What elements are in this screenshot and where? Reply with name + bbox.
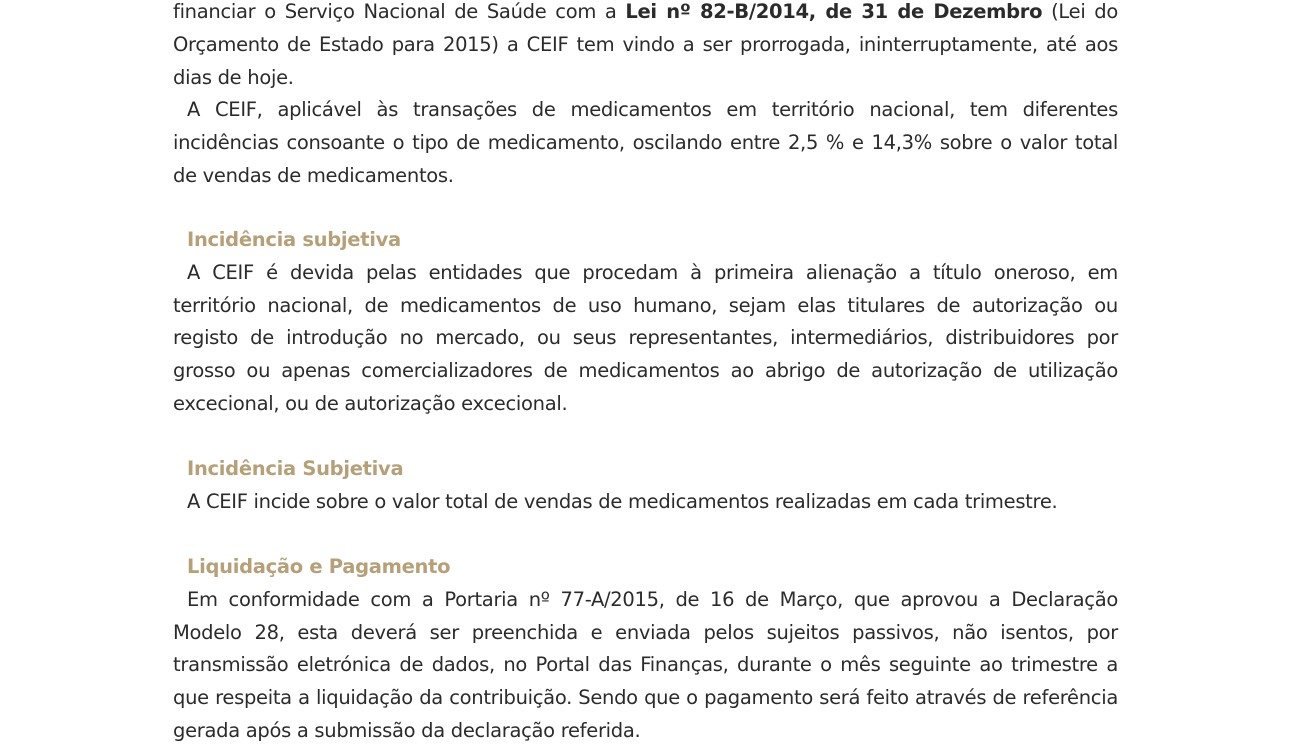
intro-text-suffix: (Lei do Orçamento de Estado para 2015) a CEIF tem vindo a ser prorrogada, ininterruptamente, até aos dias de hoje.: [173, 0, 1118, 89]
intro-text-prefix: financiar o Serviço Nacional de Saúde com a: [173, 0, 626, 23]
intro-section: [173, 0, 1118, 193]
law-reference: Lei nº 82-B/2014, de 31 de Dezembro: [625, 0, 1043, 23]
section-incidencia-subjetiva: [173, 224, 1118, 421]
section-text: A CEIF é devida pelas entidades que procedam à primeira alienação a título oneroso, em território nacional, de medicamentos de uso humano, sejam elas titulares de autorização ou registo de introdução no mercado, ou seus representantes, intermediários, distribuidores por grosso ou apenas comercializadores de medicamentos ao abrigo de autorização de utilização excecional, ou de autorização excecional.: [173, 260, 1118, 415]
section-heading: Liquidação e Pagamento: [187, 555, 451, 578]
section-heading: Incidência subjetiva: [187, 228, 401, 251]
section-text: A CEIF incide sobre o valor total de vendas de medicamentos realizadas em cada trimestre.: [187, 489, 1058, 513]
section-text: Em conformidade com a Portaria nº 77-A/2015, de 16 de Março, que aprovou a Declaração Modelo 28, esta deverá ser preenchida e enviada pelos sujeitos passivos, não isentos, por transmissão eletrónica de dados, no Portal das Finanças, durante o mês seguinte ao trimestre a que respeita a liquidação da contribuição. Sendo que o pagamento será feito através de referência gerada após a submissão da declaração referida.: [173, 587, 1118, 742]
section-liquidacao-pagamento: [173, 551, 1118, 744]
section-heading: Incidência Subjetiva: [187, 457, 404, 480]
section-incidencia-subjetiva-2: [173, 453, 1118, 519]
intro-paragraph-1: [173, 0, 1118, 94]
intro-paragraph-2: A CEIF, aplicável às transações de medicamentos em território nacional, tem diferentes incidências consoante o tipo de medicamento, oscilando entre 2,5 % e 14,3% sobre o valor total de vendas de medicamentos.: [173, 98, 1118, 187]
